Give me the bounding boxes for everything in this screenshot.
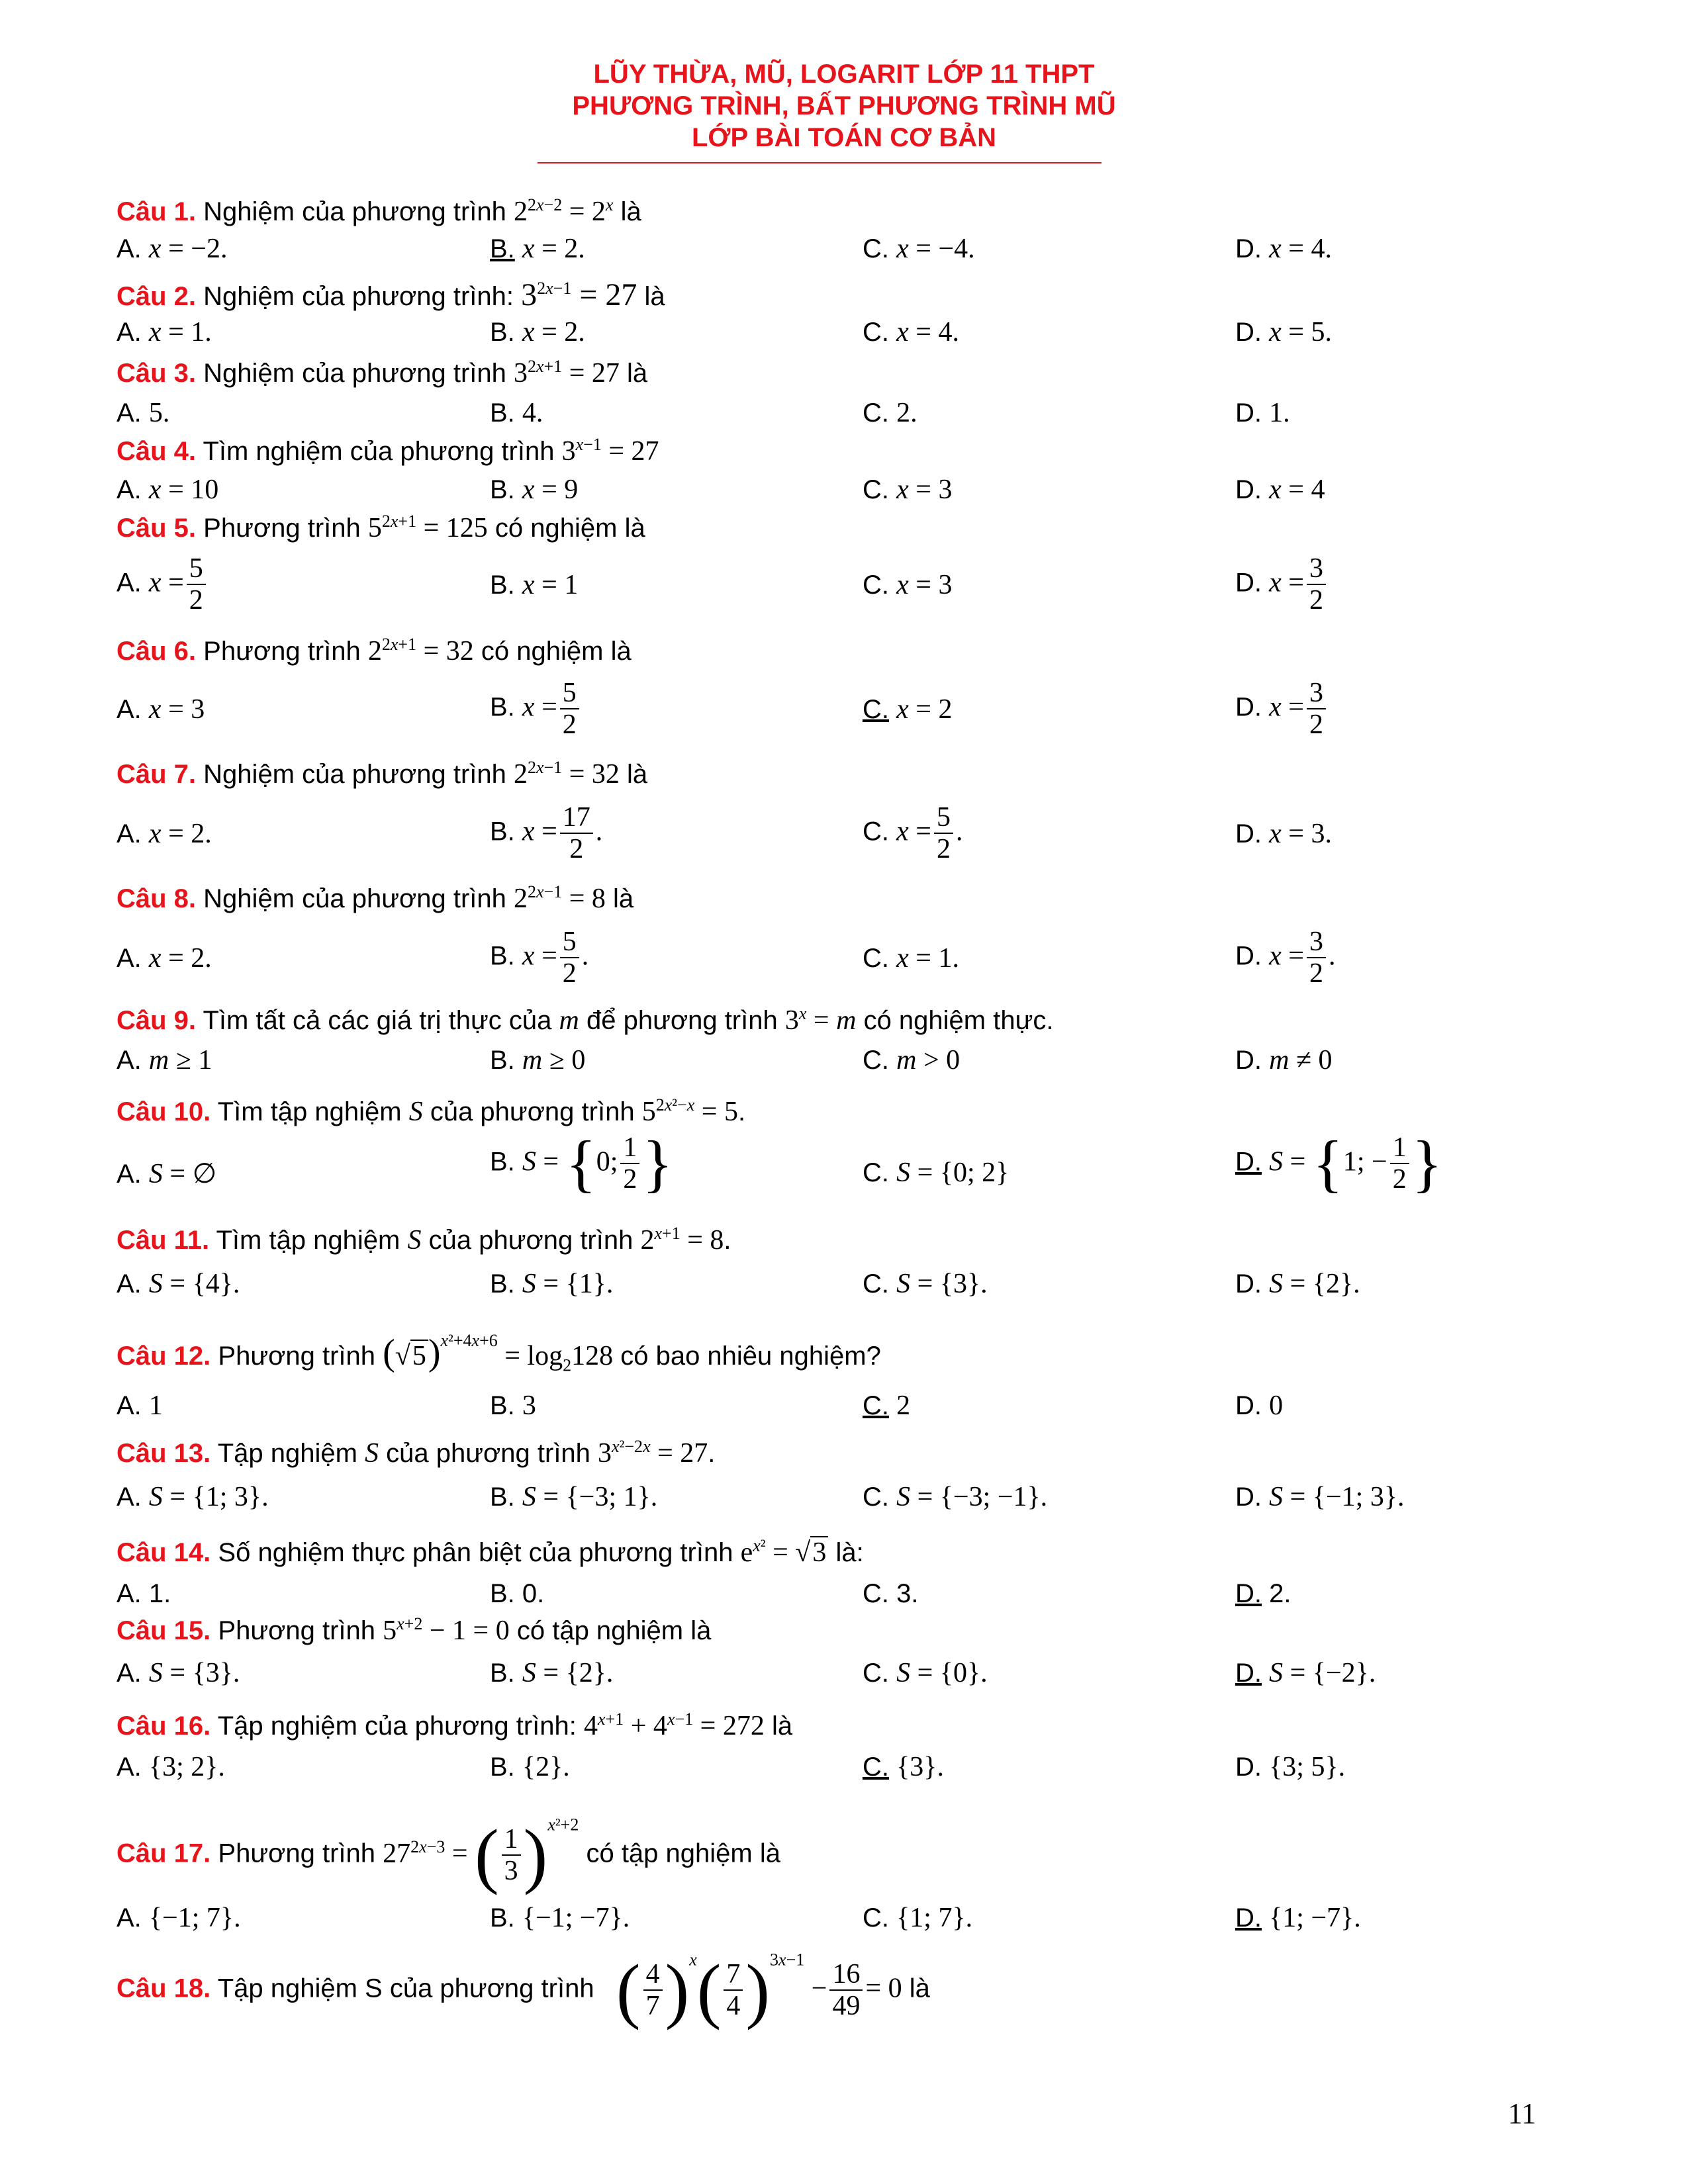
option-a: A. S = {3}.	[117, 1658, 240, 1688]
question-text: Tập nghiệm của phương trình:	[217, 1711, 577, 1741]
option-letter: D.	[1235, 1269, 1262, 1298]
question-text: Phương trình	[203, 514, 361, 543]
option-b: B. S = {2}.	[490, 1658, 614, 1688]
option-a: A. 5.	[117, 398, 170, 428]
question-6: Câu 6. Phương trình $2^{2x+1} = 32$ có nghiệm là	[117, 635, 632, 666]
option-c: C. m > 0	[863, 1045, 961, 1075]
option-letter: D.	[1235, 692, 1262, 722]
option-b: B. S = {1}.	[490, 1269, 614, 1299]
question-text: Tìm tập nghiệm	[216, 1226, 400, 1255]
option-letter: C.	[863, 475, 889, 504]
option-c: C. S = {3}.	[863, 1269, 988, 1299]
question-label: Câu 6.	[117, 637, 197, 666]
option-d: D. x = 3.	[1235, 819, 1332, 849]
page-number: 11	[1508, 2097, 1536, 2130]
option-c: C. x = 3	[863, 475, 953, 505]
question-text: Nghiệm của phương trình	[203, 884, 506, 913]
option-letter: C.	[863, 1046, 889, 1075]
option-c: C. {1; 7}.	[863, 1903, 973, 1933]
header-title-line-3: LỚP BÀI TOÁN CƠ BẢN	[691, 123, 997, 152]
option-b: B. S = {−3; 1}.	[490, 1482, 658, 1512]
option-letter-correct: D.	[1235, 1579, 1262, 1608]
option-c: C. x = 1.	[863, 943, 959, 974]
option-a: A. x = −2.	[117, 234, 228, 264]
option-letter-correct: B.	[490, 234, 515, 263]
option-letter: C.	[863, 318, 889, 347]
option-letter: B.	[490, 1659, 515, 1688]
question-text: Số nghiệm thực phân biệt của phương trình	[218, 1538, 733, 1567]
question-label: Câu 17.	[117, 1839, 211, 1868]
option-d: D. S = {2}.	[1235, 1269, 1360, 1299]
option-letter: A.	[117, 475, 142, 504]
option-b: B. 3	[490, 1390, 536, 1421]
option-c: C. x = $\frac{5}{2}$ .	[863, 802, 963, 864]
question-7: Câu 7. Nghiệm của phương trình $2^{2x-1} = 32$ là	[117, 758, 648, 790]
option-value: 2.	[1269, 1579, 1291, 1608]
option-letter: A.	[117, 1752, 142, 1782]
question-8: Câu 8. Nghiệm của phương trình $2^{2x-1} = 8$ là	[117, 882, 634, 914]
option-letter: D.	[1235, 1046, 1262, 1075]
question-text: Tìm nghiệm của phương trình	[203, 437, 555, 466]
option-letter: D.	[1235, 398, 1262, 428]
question-text-mid: để phương trình	[586, 1006, 778, 1035]
question-13: Câu 13. Tập nghiệm S của phương trình $3^{x^2-2x} = 27$.	[117, 1437, 716, 1469]
header-title-line-1: LŨY THỪA, MŨ, LOGARIT LỚP 11 THPT	[593, 60, 1095, 89]
option-letter: A.	[117, 1903, 142, 1933]
option-letter: B.	[490, 1752, 515, 1782]
option-letter: C.	[863, 944, 889, 973]
option-d: D. {3; 5}.	[1235, 1752, 1346, 1782]
option-letter: A.	[117, 1160, 142, 1189]
question-17: Câu 17. Phương trình $27^{2x-3}$ = ( $\frac{1}{3}$ )$^{x^2+2}$ có tập nghiệm là	[117, 1815, 780, 1895]
question-9: Câu 9. Tìm tất cả các giá trị thực của m để phương trình $3^x = m$ có nghiệm thực.	[117, 1004, 1054, 1036]
option-a	[117, 1579, 171, 1609]
option-letter-correct: C.	[863, 1752, 889, 1782]
option-letter: D.	[1235, 1391, 1262, 1420]
question-10: Câu 10. Tìm tập nghiệm S của phương trình $5^{2x^2-x} = 5$.	[117, 1095, 746, 1127]
option-letter: B.	[490, 817, 515, 846]
option-b: B. x = $\frac{5}{2}$ .	[490, 927, 589, 989]
option-letter: B.	[490, 1903, 515, 1933]
question-18: Câu 18. Tập nghiệm S của phương trình ( $\frac{4}{7}$ )$^x$( $\frac{7}{4}$ )$^{3x-1}$ − $\frac{16}{49}$ = 0 là	[117, 1950, 930, 2030]
option-a: A. S = {4}.	[117, 1269, 240, 1299]
question-text: Phương trình	[218, 1616, 375, 1645]
option-letter: C.	[863, 1269, 889, 1298]
option-letter: B.	[490, 1269, 515, 1298]
option-letter: A.	[117, 1391, 142, 1420]
question-14: Câu 14. Số nghiệm thực phân biệt của phương trình $e^{x^2} = √3$ là:	[117, 1536, 864, 1568]
option-b: B. 4.	[490, 398, 543, 428]
option-letter: A.	[117, 1482, 142, 1512]
question-label: Câu 5.	[117, 514, 197, 543]
question-label: Câu 13.	[117, 1439, 211, 1468]
option-c: C. x = 2	[863, 694, 953, 725]
option-d: D. x = $\frac{3}{2}$	[1235, 678, 1329, 740]
question-12: Câu 12. Phương trình $(√5)^{x^2+4x+6} = \log_2128$ có bao nhiêu nghiệm?	[117, 1331, 881, 1375]
option-a: A. m ≥ 1	[117, 1045, 212, 1075]
question-tail: có nghiệm là	[481, 637, 632, 666]
option-letter: D.	[1235, 318, 1262, 347]
option-letter-correct: C.	[863, 1391, 889, 1420]
option-letter: C.	[863, 234, 889, 263]
question-text: Nghiệm của phương trình	[203, 760, 506, 789]
question-label: Câu 8.	[117, 884, 197, 913]
option-letter: D.	[1235, 568, 1262, 598]
question-16: Câu 16. Tập nghiệm của phương trình: $4^{x+1} + 4^{x-1} = 272$ là	[117, 1709, 793, 1741]
question-text: Nghiệm của phương trình:	[203, 282, 514, 311]
option-d: D. x = 4.	[1235, 234, 1332, 264]
option-letter: B.	[490, 1391, 515, 1420]
question-label: Câu 15.	[117, 1616, 211, 1645]
question-label: Câu 18.	[117, 1974, 211, 2003]
question-label: Câu 1.	[117, 197, 197, 226]
question-3: Câu 3. Nghiệm của phương trình $3^{2x+1} = 27$ là	[117, 357, 648, 388]
option-c: C. 2.	[863, 398, 917, 428]
option-letter: C.	[863, 1659, 889, 1688]
option-d: D. 1.	[1235, 398, 1290, 428]
question-text: Phương trình	[218, 1342, 375, 1371]
option-a: A. x = 3	[117, 694, 205, 725]
option-d: D. x = 4	[1235, 475, 1325, 505]
option-letter: B.	[490, 398, 515, 428]
question-4: Câu 4. Tìm nghiệm của phương trình $3^{x-1} = 27$	[117, 435, 659, 467]
question-tail: có nghiệm là	[494, 514, 645, 543]
option-a: A. x = 10	[117, 475, 219, 505]
question-tail: .	[708, 1439, 716, 1468]
question-2: Câu 2. Nghiệm của phương trình: $3^{2x-1} = 27$ là	[117, 277, 665, 312]
question-tail: là	[627, 359, 648, 388]
question-text: Tìm tất cả các giá trị thực của	[203, 1006, 552, 1035]
option-b	[490, 1579, 544, 1609]
question-label: Câu 10.	[117, 1097, 211, 1126]
question-tail: là	[909, 1974, 930, 2003]
option-letter: A.	[117, 568, 142, 598]
option-letter: D.	[1235, 1482, 1262, 1512]
option-a: A. x = 2.	[117, 943, 212, 974]
option-b: B. x = 9	[490, 475, 579, 505]
question-text: Phương trình	[203, 637, 361, 666]
option-letter: A.	[117, 1269, 142, 1298]
question-text: Phương trình	[218, 1839, 375, 1868]
option-letter: D.	[1235, 941, 1262, 971]
option-letter: B.	[490, 1046, 515, 1075]
option-c	[863, 1579, 918, 1609]
option-b: B. {2}.	[490, 1752, 570, 1782]
option-d: D. S = {−2}.	[1235, 1658, 1376, 1688]
question-text-mid: của phương trình	[428, 1226, 633, 1255]
option-c: C. S = {0; 2}	[863, 1158, 1009, 1188]
question-label: Câu 2.	[117, 282, 197, 311]
question-label: Câu 12.	[117, 1342, 211, 1371]
question-tail: .	[737, 1097, 746, 1126]
option-letter: A.	[117, 398, 142, 428]
option-a: A. S = {1; 3}.	[117, 1482, 269, 1512]
option-b: B. S = {0; $\frac{1}{2}$ }	[490, 1128, 673, 1199]
option-b: B. x = 2.	[490, 234, 585, 264]
option-a: A. S = ∅	[117, 1159, 217, 1189]
option-letter: A.	[117, 944, 142, 973]
option-c: C. S = {−3; −1}.	[863, 1482, 1048, 1512]
question-tail: là	[644, 282, 665, 311]
question-text-mid: của phương trình	[386, 1439, 590, 1468]
question-label: Câu 9.	[117, 1006, 197, 1035]
question-label: Câu 3.	[117, 359, 197, 388]
question-tail: là	[620, 197, 641, 226]
option-d: D. m ≠ 0	[1235, 1045, 1333, 1075]
option-letter: B.	[490, 1579, 515, 1608]
option-b: B. x = $\frac{5}{2}$	[490, 678, 582, 740]
option-c: C. x = 4.	[863, 317, 959, 347]
question-1: Câu 1. Nghiệm của phương trình $2^{2x-2} = 2^x$ là	[117, 195, 641, 227]
option-c: C. 2	[863, 1390, 911, 1421]
option-letter: B.	[490, 692, 515, 722]
option-d: D. S = {−1; 3}.	[1235, 1482, 1405, 1512]
option-d: D. x = $\frac{3}{2}$ .	[1235, 927, 1336, 989]
option-letter-correct: D.	[1235, 1147, 1262, 1177]
question-text: Tìm tập nghiệm	[217, 1097, 402, 1126]
option-letter: B.	[490, 1482, 515, 1512]
option-letter-correct: C.	[863, 695, 889, 724]
question-tail: là	[627, 760, 648, 789]
option-letter: B.	[490, 1147, 515, 1177]
option-b: B. m ≥ 0	[490, 1045, 586, 1075]
question-tail: là	[771, 1711, 793, 1741]
option-letter: D.	[1235, 475, 1262, 504]
option-letter: C.	[863, 1158, 889, 1187]
question-label: Câu 11.	[117, 1226, 210, 1255]
question-label: Câu 14.	[117, 1538, 211, 1567]
option-d	[1235, 1579, 1291, 1609]
option-letter: A.	[117, 1659, 142, 1688]
option-letter: B.	[490, 318, 515, 347]
question-tail: là:	[835, 1538, 864, 1567]
option-letter: A.	[117, 1579, 142, 1608]
option-letter: C.	[863, 398, 889, 428]
option-d: D. S = {1; − $\frac{1}{2}$ }	[1235, 1128, 1442, 1199]
question-tail: có tập nghiệm là	[516, 1616, 712, 1645]
option-letter: C.	[863, 1579, 889, 1608]
option-letter: D.	[1235, 234, 1262, 263]
question-label: Câu 16.	[117, 1711, 211, 1741]
question-label: Câu 4.	[117, 437, 197, 466]
option-letter-correct: D.	[1235, 1903, 1262, 1933]
option-letter: C.	[863, 570, 889, 600]
question-text: Tập nghiệm S của phương trình	[217, 1974, 594, 2003]
option-letter: C.	[863, 1903, 889, 1933]
option-a: A. x = 2.	[117, 819, 212, 849]
option-c: C. x = −4.	[863, 234, 975, 264]
question-15: Câu 15. Phương trình $5^{x+2} - 1 = 0$ có tập nghiệm là	[117, 1614, 712, 1646]
header-title-line-2: PHƯƠNG TRÌNH, BẤT PHƯƠNG TRÌNH MŨ	[572, 91, 1116, 120]
option-value: 3.	[896, 1579, 919, 1608]
option-a: A. x = $\frac{5}{2}$	[117, 553, 209, 615]
question-tail: là	[613, 884, 634, 913]
option-letter: C.	[863, 817, 889, 846]
option-letter-correct: D.	[1235, 1659, 1262, 1688]
option-value: 1.	[148, 1579, 171, 1608]
option-letter: A.	[117, 318, 142, 347]
question-text: Tập nghiệm	[217, 1439, 357, 1468]
option-letter: B.	[490, 941, 515, 971]
option-letter: C.	[863, 1482, 889, 1512]
question-tail: .	[724, 1226, 731, 1255]
option-letter: A.	[117, 234, 142, 263]
option-b: B. x = 1	[490, 570, 579, 600]
option-letter: D.	[1235, 1752, 1262, 1782]
option-b: B. {−1; −7}.	[490, 1903, 630, 1933]
question-tail: có tập nghiệm là	[586, 1839, 780, 1868]
option-d: D. x = 5.	[1235, 317, 1332, 347]
option-a: A. 1	[117, 1390, 163, 1421]
option-value: 0.	[522, 1579, 545, 1608]
option-d: D. x = $\frac{3}{2}$	[1235, 553, 1329, 615]
option-a: A. {−1; 7}.	[117, 1903, 241, 1933]
question-text-mid: của phương trình	[430, 1097, 635, 1126]
question-text: Nghiệm của phương trình	[203, 359, 506, 388]
option-letter: A.	[117, 819, 142, 848]
option-letter: B.	[490, 475, 515, 504]
option-b: B. x = $\frac{17}{2}$ .	[490, 802, 603, 864]
option-a: A. x = 1.	[117, 317, 212, 347]
header-rule	[538, 162, 1102, 163]
option-a: A. {3; 2}.	[117, 1752, 225, 1782]
option-d: D. 0	[1235, 1390, 1284, 1421]
option-letter: B.	[490, 570, 515, 600]
option-c: C. x = 3	[863, 570, 953, 600]
question-tail: có nghiệm thực.	[863, 1006, 1054, 1035]
option-letter: A.	[117, 695, 142, 724]
option-letter: D.	[1235, 819, 1262, 848]
option-d: D. {1; −7}.	[1235, 1903, 1361, 1933]
document-header	[0, 58, 1688, 154]
question-text: Nghiệm của phương trình	[203, 197, 506, 226]
question-11: Câu 11. Tìm tập nghiệm S của phương trình $2^{x+1} = 8$.	[117, 1224, 731, 1255]
option-letter: A.	[117, 1046, 142, 1075]
option-c: C. S = {0}.	[863, 1658, 988, 1688]
question-5: Câu 5. Phương trình $5^{2x+1} = 125$ có nghiệm là	[117, 512, 645, 543]
question-tail: có bao nhiêu nghiệm?	[620, 1342, 881, 1371]
option-b: B. x = 2.	[490, 317, 585, 347]
option-c: C. {3}.	[863, 1752, 944, 1782]
question-label: Câu 7.	[117, 760, 197, 789]
